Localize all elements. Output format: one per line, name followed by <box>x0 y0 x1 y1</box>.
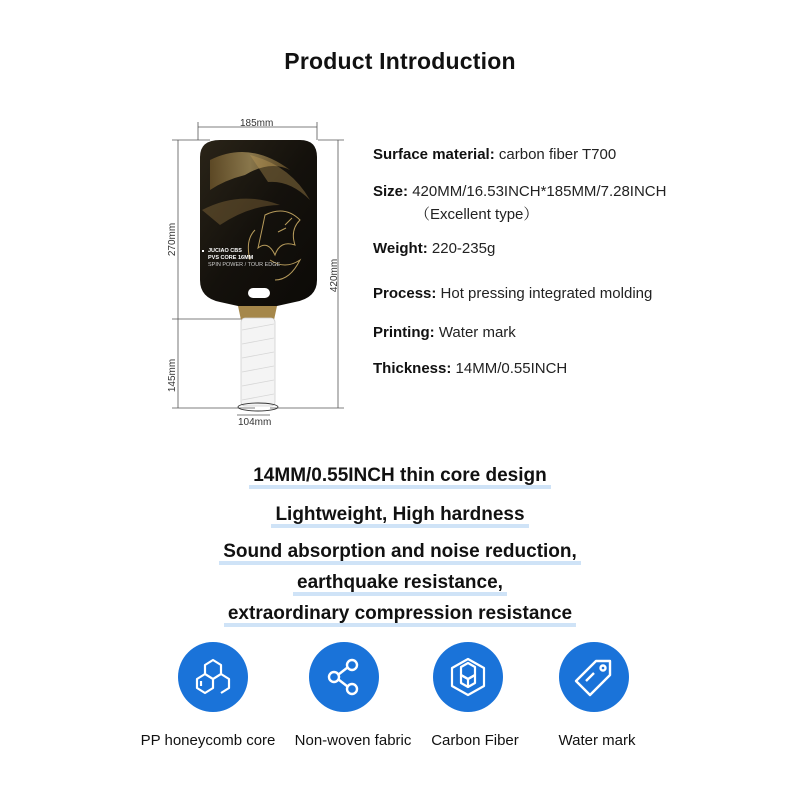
feature-line <box>0 504 800 526</box>
dim-handle-length: 145mm <box>167 358 179 393</box>
feature-line <box>0 541 800 563</box>
spec-sub: （Excellent type） <box>415 206 539 223</box>
spec-process <box>373 285 652 302</box>
feature-text: 14MM/0.55INCH thin core design <box>249 465 551 487</box>
feature-line <box>0 465 800 487</box>
dim-width-top: 185mm <box>240 118 274 129</box>
icon-label-pp-honeycomb: PP honeycomb core <box>140 732 276 749</box>
feature-text: earthquake resistance, <box>293 572 507 594</box>
dim-handle-width: 104mm <box>238 417 272 428</box>
feature-text: Sound absorption and noise reduction, <box>219 541 581 563</box>
spec-value: 14MM/0.55INCH <box>455 360 568 377</box>
spec-key: Size: <box>373 183 409 200</box>
icon-label-non-woven: Non-woven fabric <box>294 732 412 749</box>
feature-text: extraordinary compression resistance <box>224 603 576 625</box>
spec-key: Weight: <box>373 240 428 257</box>
spec-printing <box>373 324 516 341</box>
feature-text: Lightweight, High hardness <box>271 504 528 526</box>
spec-surface-material <box>373 146 616 163</box>
tag-icon <box>559 642 629 712</box>
paddle-brand-line: JUCIAO CBS <box>208 248 242 254</box>
spec-key: Surface material: <box>373 146 495 163</box>
spec-key: Thickness: <box>373 360 452 377</box>
spec-value: Water mark <box>438 324 516 341</box>
paddle-brand-line: PVS CORE 16MM <box>208 255 254 261</box>
spec-key: Process: <box>373 285 437 302</box>
spec-weight <box>373 240 495 257</box>
paddle-brand-text <box>208 248 280 269</box>
icon-label-carbon-fiber: Carbon Fiber <box>431 732 519 749</box>
feature-line <box>0 572 800 594</box>
paddle-diagram <box>150 110 360 430</box>
share-nodes-icon <box>309 642 379 712</box>
hexagon-cubes-icon <box>433 642 503 712</box>
spec-key: Printing: <box>373 324 435 341</box>
paddle-brand-line: SPIN POWER / TOUR EDGE <box>208 262 281 268</box>
spec-value: carbon fiber T700 <box>498 146 617 163</box>
honeycomb-molecule-icon <box>178 642 248 712</box>
spec-value: Hot pressing integrated molding <box>440 285 653 302</box>
dim-face-height: 270mm <box>167 222 179 257</box>
page-title: Product Introduction <box>284 48 516 74</box>
icon-label-water-mark: Water mark <box>558 732 636 749</box>
feature-line <box>0 603 800 625</box>
spec-thickness <box>373 360 567 377</box>
spec-size <box>373 183 666 224</box>
spec-value: 220-235g <box>431 240 496 257</box>
spec-value: 420MM/16.53INCH*185MM/7.28INCH <box>412 183 667 200</box>
dim-total-height: 420mm <box>329 258 341 293</box>
